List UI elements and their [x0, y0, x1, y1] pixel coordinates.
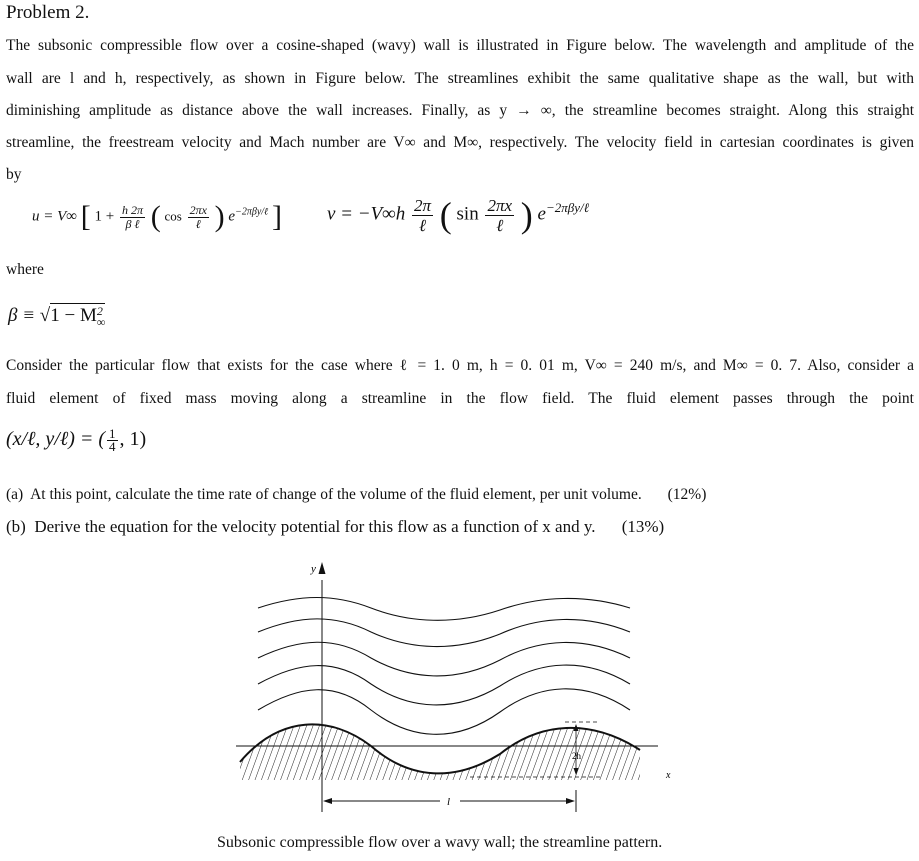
beta-definition: [8, 305, 105, 328]
part-a-label: (a): [6, 486, 24, 503]
eq-v-frac1-den: ℓ: [418, 215, 427, 235]
eq-v-frac1-num: 2π: [413, 195, 432, 215]
eq-v-exp: −2πβy/ℓ: [545, 200, 590, 216]
eq-u-exp-base: e: [228, 208, 236, 225]
eq-v-sin: sin: [456, 203, 479, 225]
eq-v-frac2: [485, 196, 514, 235]
eq-u-frac2-den: ℓ: [195, 216, 201, 231]
part-b-label: (b): [6, 517, 26, 536]
eq-u-frac2: [188, 204, 209, 231]
equation-u: u = V∞ [ 1 + $\frac{h 2\pi}{\text{β ℓ}}$ ( cos $\frac{2\pi x}{\text{ℓ}}$ ) $e^{-2\pi\beta y/\ell}$ ]: [32, 200, 282, 233]
point-lhs: (x/ℓ, y/ℓ) = (: [6, 428, 106, 451]
problem-title: Problem 2.: [6, 2, 90, 23]
wavy-wall-figure: [0, 550, 919, 830]
part-a-weight: (12%): [667, 486, 707, 503]
streamline-1: [258, 598, 630, 621]
eq-u-one-plus: 1 +: [94, 208, 115, 225]
eq-u-exp: −2πβy/ℓ: [235, 206, 269, 218]
beta-radical: √: [39, 305, 51, 326]
part-b-weight: (13%): [621, 517, 665, 536]
part-b: [6, 517, 664, 537]
streamline-4: [258, 665, 630, 705]
intro-line-3: diminishing amplitude as distance above the wall increases. Finally, as y → ∞, the streamline becomes straight. Along this straight: [6, 102, 914, 119]
point-rhs: , 1): [119, 428, 147, 451]
intro-line-4: streamline, the freestream velocity and Mach number are V∞ and M∞, respectively. The velocity field in cartesian coordinates is given: [6, 134, 914, 151]
eq-v-lhs: v = −V∞h: [327, 203, 406, 225]
eq-u-frac1-den: β ℓ: [125, 216, 140, 231]
beta-sub: ∞: [96, 314, 106, 329]
eq-u-frac1: [120, 204, 145, 231]
eq-u-frac1-num: h 2π: [121, 202, 143, 217]
conditions-line-1: Consider the particular flow that exists for the case where ℓ = 1. 0 m, h = 0. 01 m, V∞ = 240 m/s, and M∞ = 0. 7. Also, consider a: [6, 357, 914, 374]
where-label: where: [6, 261, 44, 278]
streamline-3: [258, 642, 630, 676]
point-coordinates: [6, 428, 146, 453]
part-a: [6, 486, 706, 504]
equation-v: v = −V∞h $\frac{2\pi}{\text{ℓ}}$ ( sin $\frac{2\pi x}{\text{ℓ}}$ ) $e^{-2\pi\beta y/\ell}$: [327, 195, 590, 235]
point-frac-num: 1: [109, 426, 116, 441]
eq-u-bracket-open: [: [80, 200, 91, 233]
beta-lhs: β ≡: [8, 305, 36, 326]
x-axis-label: x: [666, 770, 671, 781]
conditions-line-2: fluid element of fixed mass moving along a streamline in the flow field. The fluid element passes through the point: [6, 390, 914, 407]
part-b-text: Derive the equation for the velocity potential for this flow as a function of x and y.: [34, 517, 596, 536]
point-frac: [107, 428, 118, 453]
amplitude-label: 2h: [572, 751, 581, 761]
eq-u-lhs: u = V∞: [32, 208, 77, 225]
eq-v-exp-base: e: [537, 203, 546, 225]
y-axis-label: y: [311, 563, 316, 575]
point-frac-den: 4: [109, 439, 116, 454]
eq-u-frac2-num: 2πx: [189, 202, 207, 217]
eq-v-frac2-num: 2πx: [487, 195, 513, 215]
eq-v-frac2-den: ℓ: [496, 215, 504, 235]
wavelength-label: l: [447, 796, 451, 808]
intro-line-1: The subsonic compressible flow over a cosine-shaped (wavy) wall is illustrated in Figure below. The wavelength and amplitude of the: [6, 37, 914, 54]
eq-v-frac1: [412, 196, 433, 235]
eq-u-bracket-close: ]: [271, 200, 282, 233]
intro-line-2: wall are l and h, respectively, as shown in Figure below. The streamlines exhibit the same qualitative shape as the wall, but with: [6, 70, 914, 87]
eq-u-cos: cos: [164, 208, 182, 224]
wavy-wall: [240, 710, 640, 780]
beta-sup: 2: [96, 303, 103, 318]
part-a-text: At this point, calculate the time rate of change of the volume of the fluid element, per unit volume.: [30, 486, 642, 503]
figure-caption: Subsonic compressible flow over a wavy wall; the streamline pattern.: [217, 834, 663, 851]
intro-line-5: by: [6, 166, 22, 183]
beta-rhs: 1 − M: [50, 305, 97, 326]
